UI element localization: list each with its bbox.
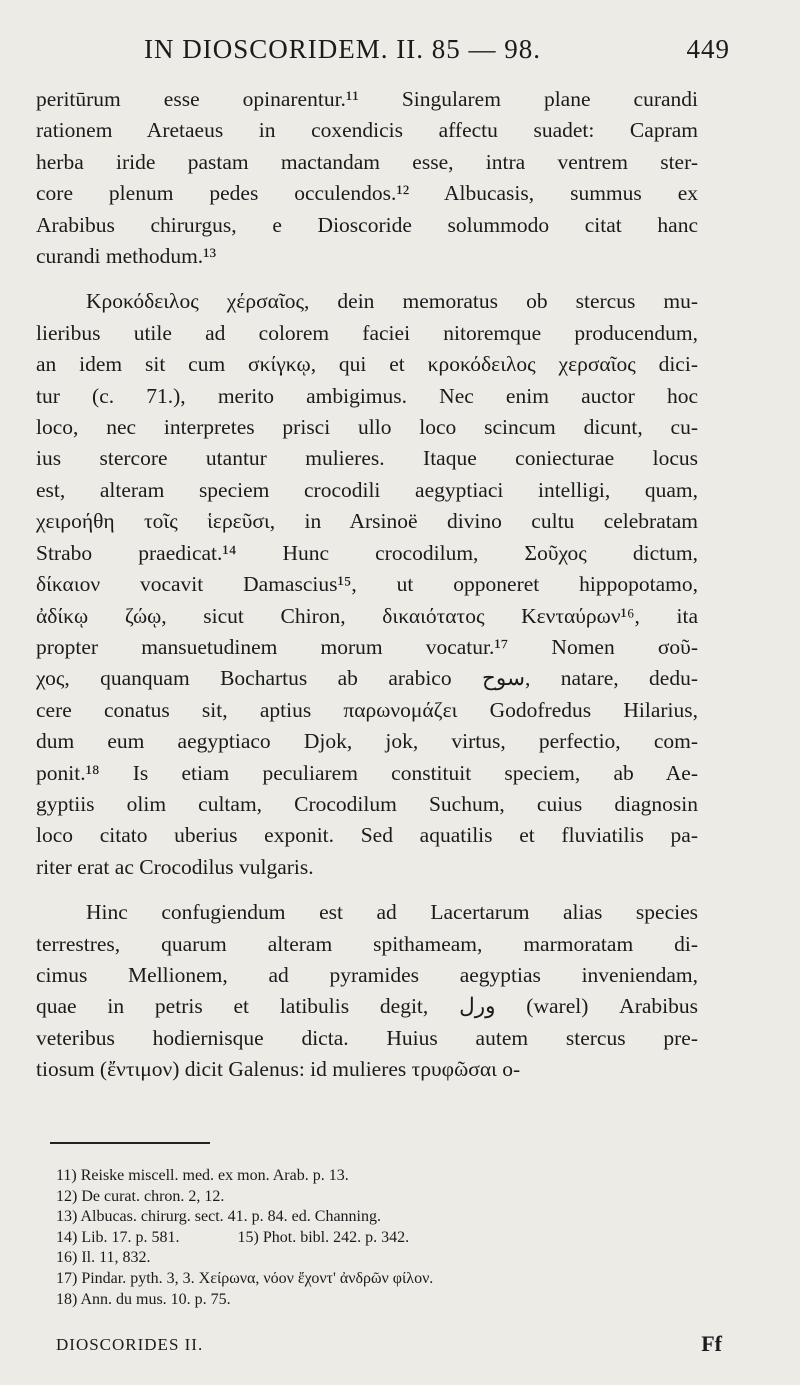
footnote: 16) Il. 11, 832.: [56, 1249, 151, 1267]
footnote-text: 14) Lib. 17. p. 581.: [56, 1228, 180, 1246]
text-line: an idem sit cum σκίγκῳ, qui et κροκόδειλος χερσαῖος dici-: [36, 352, 698, 377]
running-header: [36, 34, 730, 74]
text-line: peritūrum esse opinarentur.¹¹ Singularem plane curandi: [36, 87, 698, 111]
footnote-text: 15) Phot. bibl. 242. p. 342.: [237, 1228, 410, 1246]
text-line: δίκαιον vocavit Damascius¹⁵, ut opponeret hippopotamo,: [36, 572, 698, 597]
text-line: rationem Aretaeus in coxendicis affectu suadet: Capram: [36, 118, 698, 143]
text-line: cimus Mellionem, ad pyramides aegyptias inveniendam,: [36, 962, 698, 987]
sheet-mark: Ff: [701, 1331, 722, 1356]
paragraph: [36, 897, 698, 1085]
text-line: Strabo praedicat.¹⁴ Hunc crocodilum, Σοῦχος dictum,: [36, 540, 698, 565]
page-footer: [56, 1331, 722, 1365]
text-line: loco citato uberius exponit. Sed aquatilis et fluviatilis pa-: [36, 823, 698, 848]
footnote: 11) Reiske miscell. med. ex mon. Arab. p. 13.: [56, 1167, 349, 1184]
text-line: χειροήθη τοῖς ἱερεῦσι, in Arsinoë divino cultu celebratam: [36, 509, 698, 534]
text-line: veteribus hodiernisque dicta. Huius autem stercus pre-: [36, 1025, 698, 1050]
text-line: ponit.¹⁸ Is etiam peculiarem constituit speciem, ab Ae-: [36, 760, 698, 785]
paragraph: [36, 286, 698, 883]
text-line: tur (c. 71.), merito ambigimus. Nec enim auctor hoc: [36, 383, 698, 408]
text-line: herba iride pastam mactandam esse, intra ventrem ster-: [36, 149, 698, 174]
text-line: curandi methodum.¹³: [36, 244, 217, 269]
page-number: 449: [686, 34, 730, 64]
text-line: Arabibus chirurgus, e Dioscoride solummodo citat hanc: [36, 212, 698, 237]
text-line: est, alteram speciem crocodili aegyptiaci intelligi, quam,: [36, 477, 698, 502]
paragraph: [36, 84, 698, 272]
signature-mark: DIOSCORIDES II.: [56, 1335, 204, 1354]
text-line: quae in petris et latibulis degit, ورل (warel) Arabibus: [36, 994, 699, 1019]
text-line: Hinc confugiendum est ad Lacertarum alias species: [86, 900, 698, 925]
text-line: core plenum pedes occulendos.¹² Albucasis, summus ex: [36, 181, 698, 206]
text-line: χος, quanquam Bochartus ab arabico سوح, natare, dedu-: [36, 666, 698, 691]
footnote: 18) Ann. du mus. 10. p. 75.: [56, 1290, 231, 1308]
text-line: terrestres, quarum alteram spithameam, marmoratam di-: [36, 931, 698, 956]
text-line: loco, nec interpretes prisci ullo loco scincum dicunt, cu-: [36, 415, 698, 440]
text-line: lieribus utile ad colorem faciei nitoremque producendum,: [36, 320, 698, 345]
running-title: IN DIOSCORIDEM. II. 85 — 98.: [144, 34, 541, 64]
text-line: riter erat ac Crocodilus vulgaris.: [36, 854, 314, 879]
text-line: cere conatus sit, aptius παρωνομάζει Godofredus Hilarius,: [36, 697, 698, 722]
text-line: gyptiis olim cultam, Crocodilum Suchum, cuius diagnosin: [36, 791, 698, 816]
footnote: 13) Albucas. chirurg. sect. 41. p. 84. ed. Channing.: [56, 1208, 381, 1226]
text-line: ἀδίκῳ ζώῳ, sicut Chiron, δικαιότατος Κενταύρων¹⁶, ita: [36, 603, 698, 628]
text-line: propter mansuetudinem morum vocatur.¹⁷ Nomen σοῦ-: [36, 634, 698, 659]
text-line: Κροκόδειλος χέρσαῖος, dein memoratus ob stercus mu-: [86, 289, 698, 314]
footnote: 17) Pindar. pyth. 3, 3. Χείρωνα, νόον ἔχοντ' ἀνδρῶν φίλον.: [56, 1269, 434, 1287]
main-text: [36, 84, 698, 1086]
text-line: dum eum aegyptiaco Djok, jok, virtus, perfectio, com-: [36, 729, 698, 754]
footnote: [56, 1228, 656, 1249]
footnote: 12) De curat. chron. 2, 12.: [56, 1187, 225, 1205]
footnote-rule: [50, 1142, 210, 1144]
text-line: tiosum (ἔντιμον) dicit Galenus: id mulieres τρυφῶσαι ο-: [36, 1057, 521, 1082]
text-line: ius stercore utantur mulieres. Itaque coniecturae locus: [36, 446, 698, 471]
footnotes: [56, 1166, 656, 1310]
